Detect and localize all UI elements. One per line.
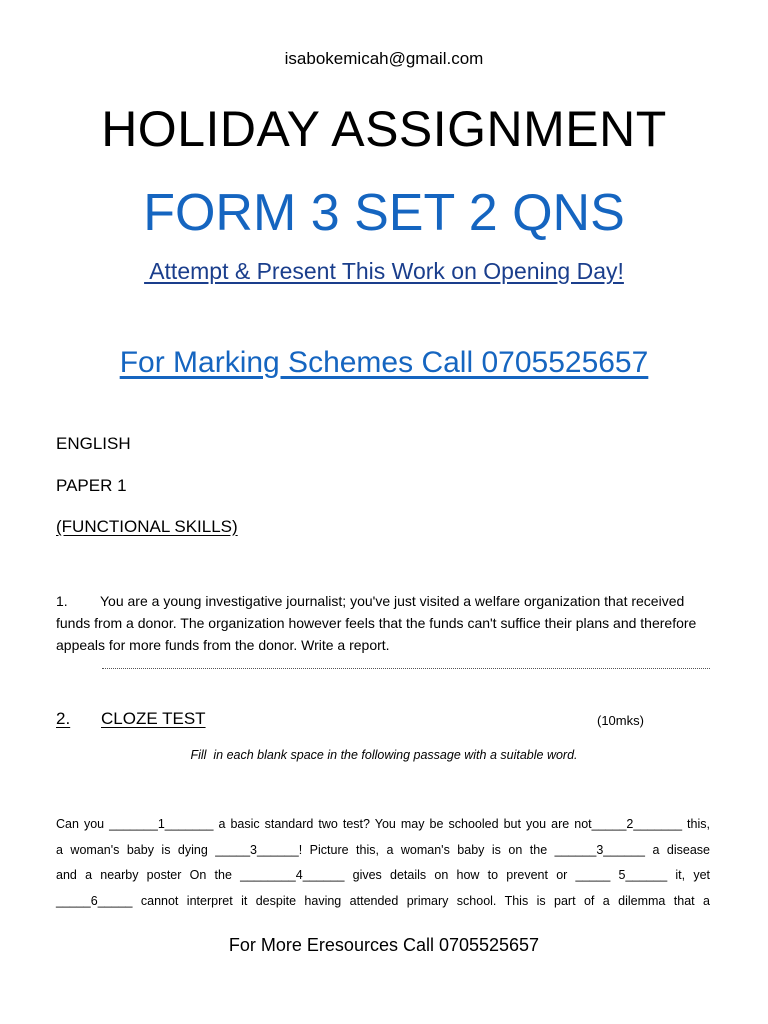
question-2-number: 2. [56,709,71,728]
paper-number: PAPER 1 [56,476,127,495]
question-1-number: 1. [56,593,68,609]
cloze-passage [56,812,710,914]
question-2-marks: (10mks) [597,713,644,728]
footer-text: For More Eresources Call 0705525657 [228,935,540,955]
answer-line [102,668,710,669]
passage-line: Can you _______1_______ a basic standard two test? You may be schooled but you are not_____2_______ this, [56,817,710,831]
contact-email: isabokemicah@gmail.com [284,49,484,68]
passage-line: and a nearby poster On the ________4______ gives details on how to prevent or _____ 5______ it, yet [56,868,710,882]
marking-schemes-link[interactable]: For Marking Schemes Call 0705525657 [119,346,649,379]
page-title: HOLIDAY ASSIGNMENT [101,101,667,157]
attempt-notice: Attempt & Present This Work on Opening Day! [144,258,624,284]
question-1 [56,590,716,656]
subject-name: ENGLISH [56,434,131,453]
passage-line: a woman's baby is dying _____3______! Picture this, a woman's baby is on the ______3______ a disease [56,842,710,857]
page-subtitle: FORM 3 SET 2 QNS [143,184,625,242]
question-2-instruction: Fill in each blank space in the following passage with a suitable word. [190,748,578,762]
question-2-title: CLOZE TEST [101,709,206,728]
section-title: (FUNCTIONAL SKILLS) [56,517,238,536]
passage-line: _____6_____ cannot interpret it despite having attended primary school. This is part of a dilemma that a [56,893,710,908]
question-1-text: You are a young investigative journalist; you've just visited a welfare organization that received funds from a donor. The organization however feels that the funds can't suffice their plans and therefore appeals for more funds from the donor. Write a report. [56,593,697,653]
